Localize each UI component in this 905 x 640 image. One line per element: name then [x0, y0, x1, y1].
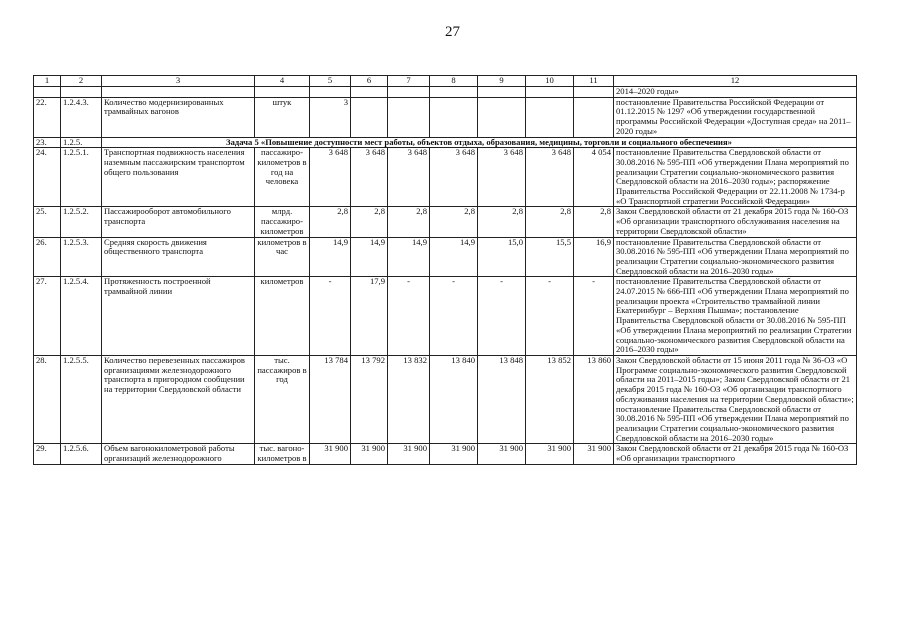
value-cell: 3 648 — [388, 148, 430, 207]
value-cell: 14,9 — [310, 237, 351, 277]
basis-cell: 2014–2020 годы» — [614, 87, 857, 98]
value-cell: 2,8 — [526, 207, 574, 237]
row-number: 22. — [34, 97, 61, 137]
unit-cell: млрд. пассажиро-километров — [255, 207, 310, 237]
basis-cell: Закон Свердловской области от 21 декабря 2015 года № 160-ОЗ «Об организации транспортного — [614, 444, 857, 464]
value-cell: 13 860 — [574, 355, 614, 443]
row-number: 23. — [34, 137, 61, 148]
table-row — [34, 277, 857, 356]
value-cell: 13 832 — [388, 355, 430, 443]
row-code: 1.2.5.3. — [61, 237, 102, 277]
value-cell — [388, 97, 430, 137]
value-cell: 2,8 — [351, 207, 388, 237]
basis-cell: постановление Правительства Свердловской области от 30.08.2016 № 595-ПП «Об утверждении Плана мероприятий по реализации Стратегии социально-экономического развития Свердловской области на 2016–2030 годы»; распоряжение Правительства Российской Федерации от 22.11.2008 № 1734-р «О Транспортной стратегии Российской Федерации» — [614, 148, 857, 207]
indicator-name: Транспортная подвижность населения наземным пассажирским транспортом общего пользования — [102, 148, 255, 207]
row-number: 29. — [34, 444, 61, 464]
value-cell: - — [430, 277, 478, 356]
indicator-name: Средняя скорость движения общественного транспорта — [102, 237, 255, 277]
value-cell: 31 900 — [526, 444, 574, 464]
continuation-row — [34, 87, 857, 98]
indicator-name: Протяженность построенной трамвайной линии — [102, 277, 255, 356]
column-numbers-row — [34, 76, 857, 87]
header-cell: 6 — [351, 76, 388, 87]
value-cell: 15,0 — [478, 237, 526, 277]
basis-cell: Закон Свердловской области от 21 декабря 2015 года № 160-ОЗ «Об организации транспортного обслуживания населения на территории Свердловской области» — [614, 207, 857, 237]
basis-cell: постановление Правительства Свердловской области от 30.08.2016 № 595-ПП «Об утверждении Плана мероприятий по реализации Стратегии социально-экономического развития Свердловской области на 2016–2030 годы» — [614, 237, 857, 277]
value-cell: 16,9 — [574, 237, 614, 277]
indicator-name: Количество модернизированных трамвайных вагонов — [102, 97, 255, 137]
value-cell: 2,8 — [574, 207, 614, 237]
value-cell: 2,8 — [478, 207, 526, 237]
value-cell: 13 840 — [430, 355, 478, 443]
value-cell: 31 900 — [351, 444, 388, 464]
basis-cell: постановление Правительства Свердловской области от 24.07.2015 № 666-ПП «Об утверждении Плана мероприятий по реализации проекта «Строительство трамвайной линии Екатеринбург – Верхняя Пышма»; постановление Правительства Свердловской области от 30.08.2016 № 595-ПП «Об утверждении Плана мероприятий по реализации Стратегии социально-экономического развития Свердловской области на 2016–2030 годы» — [614, 277, 857, 356]
unit-cell: пассажиро-километров в год на человека — [255, 148, 310, 207]
header-cell: 3 — [102, 76, 255, 87]
row-number: 25. — [34, 207, 61, 237]
value-cell: - — [526, 277, 574, 356]
value-cell: - — [310, 277, 351, 356]
value-cell: 13 784 — [310, 355, 351, 443]
value-cell: 15,5 — [526, 237, 574, 277]
value-cell: 13 852 — [526, 355, 574, 443]
row-code: 1.2.4.3. — [61, 97, 102, 137]
row-code: 1.2.5.2. — [61, 207, 102, 237]
value-cell — [478, 97, 526, 137]
value-cell: 14,9 — [351, 237, 388, 277]
row-code: 1.2.5.1. — [61, 148, 102, 207]
page-number: 27 — [445, 24, 460, 40]
row-number: 24. — [34, 148, 61, 207]
row-code: 1.2.5.6. — [61, 444, 102, 464]
table-row — [34, 207, 857, 237]
value-cell: 31 900 — [430, 444, 478, 464]
row-code: 1.2.5.4. — [61, 277, 102, 356]
table-row — [34, 444, 857, 464]
indicator-name: Пассажирооборот автомобильного транспорта — [102, 207, 255, 237]
row-code: 1.2.5. — [61, 137, 102, 148]
row-number: 27. — [34, 277, 61, 356]
value-cell: 13 792 — [351, 355, 388, 443]
header-cell: 8 — [430, 76, 478, 87]
header-cell: 7 — [388, 76, 430, 87]
value-cell: 3 648 — [430, 148, 478, 207]
value-cell: 31 900 — [310, 444, 351, 464]
value-cell: 2,8 — [430, 207, 478, 237]
row-number: 26. — [34, 237, 61, 277]
table-row — [34, 148, 857, 207]
table-row — [34, 237, 857, 277]
value-cell: 3 648 — [526, 148, 574, 207]
value-cell: 13 848 — [478, 355, 526, 443]
value-cell: 3 648 — [310, 148, 351, 207]
value-cell: - — [574, 277, 614, 356]
basis-cell: постановление Правительства Российской Федерации от 01.12.2015 № 1297 «Об утверждении государственной программы Российской Федерации «Доступная среда» на 2011–2020 годы» — [614, 97, 857, 137]
unit-cell: тыс. вагоно-километров в — [255, 444, 310, 464]
task-title: Задача 5 «Повышение доступности мест работы, объектов отдыха, образования, медицины, торговли и социального обеспечения» — [102, 137, 857, 148]
value-cell: 3 — [310, 97, 351, 137]
unit-cell: километров — [255, 277, 310, 356]
task-row — [34, 137, 857, 148]
value-cell: 3 648 — [351, 148, 388, 207]
header-cell: 5 — [310, 76, 351, 87]
value-cell: 14,9 — [388, 237, 430, 277]
value-cell — [351, 97, 388, 137]
value-cell: - — [388, 277, 430, 356]
indicators-table — [33, 75, 857, 465]
row-code: 1.2.5.5. — [61, 355, 102, 443]
value-cell: 2,8 — [310, 207, 351, 237]
value-cell — [526, 97, 574, 137]
value-cell: 4 054 — [574, 148, 614, 207]
row-number: 28. — [34, 355, 61, 443]
value-cell: 31 900 — [478, 444, 526, 464]
unit-cell: тыс. пассажиров в год — [255, 355, 310, 443]
value-cell — [430, 97, 478, 137]
value-cell: - — [478, 277, 526, 356]
unit-cell: километров в час — [255, 237, 310, 277]
header-cell: 12 — [614, 76, 857, 87]
header-cell: 10 — [526, 76, 574, 87]
indicator-name: Количество перевезенных пассажиров организациями железнодорожного транспорта в пригородном сообщении на территории Свердловской области — [102, 355, 255, 443]
header-cell: 11 — [574, 76, 614, 87]
table-row — [34, 97, 857, 137]
value-cell: 3 648 — [478, 148, 526, 207]
unit-cell: штук — [255, 97, 310, 137]
header-cell: 4 — [255, 76, 310, 87]
value-cell: 17,9 — [351, 277, 388, 356]
value-cell: 31 900 — [388, 444, 430, 464]
header-cell: 9 — [478, 76, 526, 87]
basis-cell: Закон Свердловской области от 15 июня 2011 года № 36-ОЗ «О Программе социально-экономического развития Свердловской области на 2011–2015 годы»; Закон Свердловской области от 21 декабря 2015 года № 160-ОЗ «Об организации транспортного обслуживания населения на территории Свердловской области»; постановление Правительства Свердловской области от 30.08.2016 № 595-ПП «Об утверждении Плана мероприятий по реализации Стратегии социально-экономического развития Свердловской области на 2016–2030 годы» — [614, 355, 857, 443]
header-cell: 1 — [34, 76, 61, 87]
table-row — [34, 355, 857, 443]
indicator-name: Объем вагонокилометровой работы организаций железнодорожного — [102, 444, 255, 464]
value-cell: 2,8 — [388, 207, 430, 237]
header-cell: 2 — [61, 76, 102, 87]
value-cell: 14,9 — [430, 237, 478, 277]
value-cell: 31 900 — [574, 444, 614, 464]
value-cell — [574, 97, 614, 137]
